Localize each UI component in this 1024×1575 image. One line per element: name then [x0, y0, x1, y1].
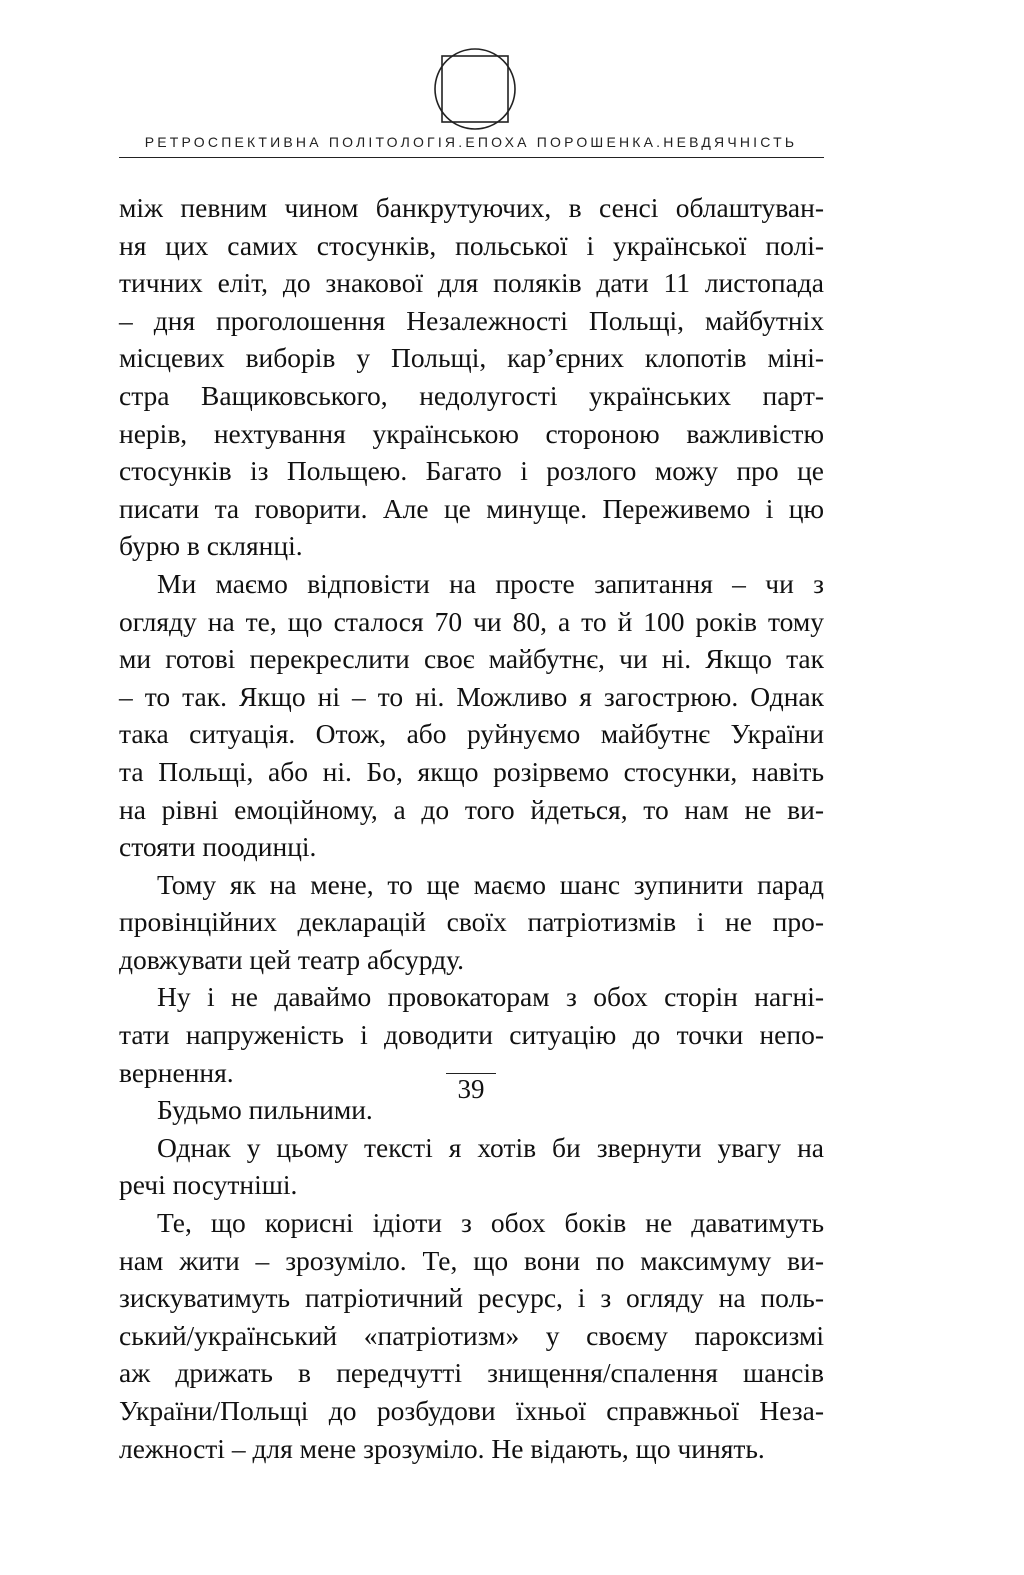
text-line: провінційних декларацій своїх патріотизмів і не про- [119, 906, 824, 938]
text-line: огляду на те, що сталося 70 чи 80, а то й 100 років тому [119, 605, 824, 637]
running-head: РЕТРОСПЕКТИВНА ПОЛІТОЛОГІЯ.ЕПОХА ПОРОШЕНКА.НЕВДЯЧНІСТЬ [144, 134, 798, 150]
text-line: стосунків із Польщею. Багато і розлого можу про це [119, 455, 824, 487]
text-line: Ми маємо відповісти на просте запитання – чи з [157, 567, 824, 599]
text-line: Однак у цьому тексті я хотів би звернути увагу на [157, 1131, 824, 1163]
body-text [119, 189, 824, 1467]
text-line: тати напруженість і доводити ситуацію до точки непо- [119, 1019, 824, 1051]
text-line: України/Польщі до розбудови їхньої справжньої Неза- [119, 1395, 824, 1426]
text-line: бурю в склянці. [119, 530, 303, 562]
text-line: нам жити – зрозуміло. Те, що вони по максимуму ви- [119, 1244, 824, 1276]
text-line: писати та говорити. Але це минуще. Переживемо і цю [119, 492, 824, 524]
text-line: Ну і не даваймо провокаторам з обох сторін нагні- [157, 981, 824, 1013]
page-number: 39 [457, 1074, 485, 1104]
text-line: між певним чином банкрутуючих, в сенсі облаштуван- [119, 192, 824, 223]
text-line: стояти поодинці. [119, 831, 317, 863]
text-line: стра Ващиковського, недолугості українських парт- [119, 379, 824, 411]
text-line: місцевих виборів у Польщі, кар’єрних клопотів міні- [119, 342, 824, 374]
text-line: – дня проголошення Незалежності Польщі, майбутніх [119, 304, 824, 336]
text-line: ський/український «патріотизм» у своєму пароксизмі [119, 1319, 824, 1351]
circle-square-emblem-icon [432, 46, 518, 132]
header-rule [119, 157, 824, 158]
text-line: речі посутніші. [119, 1169, 298, 1201]
text-line: така ситуація. Отож, або руйнуємо майбутнє України [119, 718, 824, 750]
text-line: та Польщі, або ні. Бо, якщо розірвемо стосунки, навіть [119, 755, 824, 787]
text-line: нерів, нехтування українською стороною важливістю [119, 417, 824, 449]
text-line: зискуватимуть патріотичний ресурс, і з огляду на поль- [119, 1282, 824, 1314]
text-line: тичних еліт, до знакової для поляків дати 11 листопада [119, 267, 824, 299]
text-line: на рівні емоційному, а до того йдеться, то нам не ви- [119, 793, 824, 825]
text-line: Те, що корисні ідіоти з обох боків не даватимуть [157, 1207, 824, 1239]
text-line: ми готові перекреслити своє майбутнє, чи ні. Якщо так [119, 643, 824, 675]
text-line: лежності – для мене зрозуміло. Не відають, що чинять. [119, 1432, 765, 1464]
text-line: Тому як на мене, то ще маємо шанс зупинити парад [157, 868, 824, 900]
text-line: довжувати цей театр абсурду. [119, 943, 464, 975]
text-line: аж дрижать в передчутті знищення/спалення шансів [119, 1357, 824, 1389]
text-line: Будьмо пильними. [157, 1094, 373, 1126]
text-line: ня цих самих стосунків, польської і української полі- [119, 229, 824, 261]
text-line: вернення. [119, 1056, 234, 1088]
text-line: – то так. Якщо ні – то ні. Можливо я загострюю. Однак [119, 680, 824, 712]
